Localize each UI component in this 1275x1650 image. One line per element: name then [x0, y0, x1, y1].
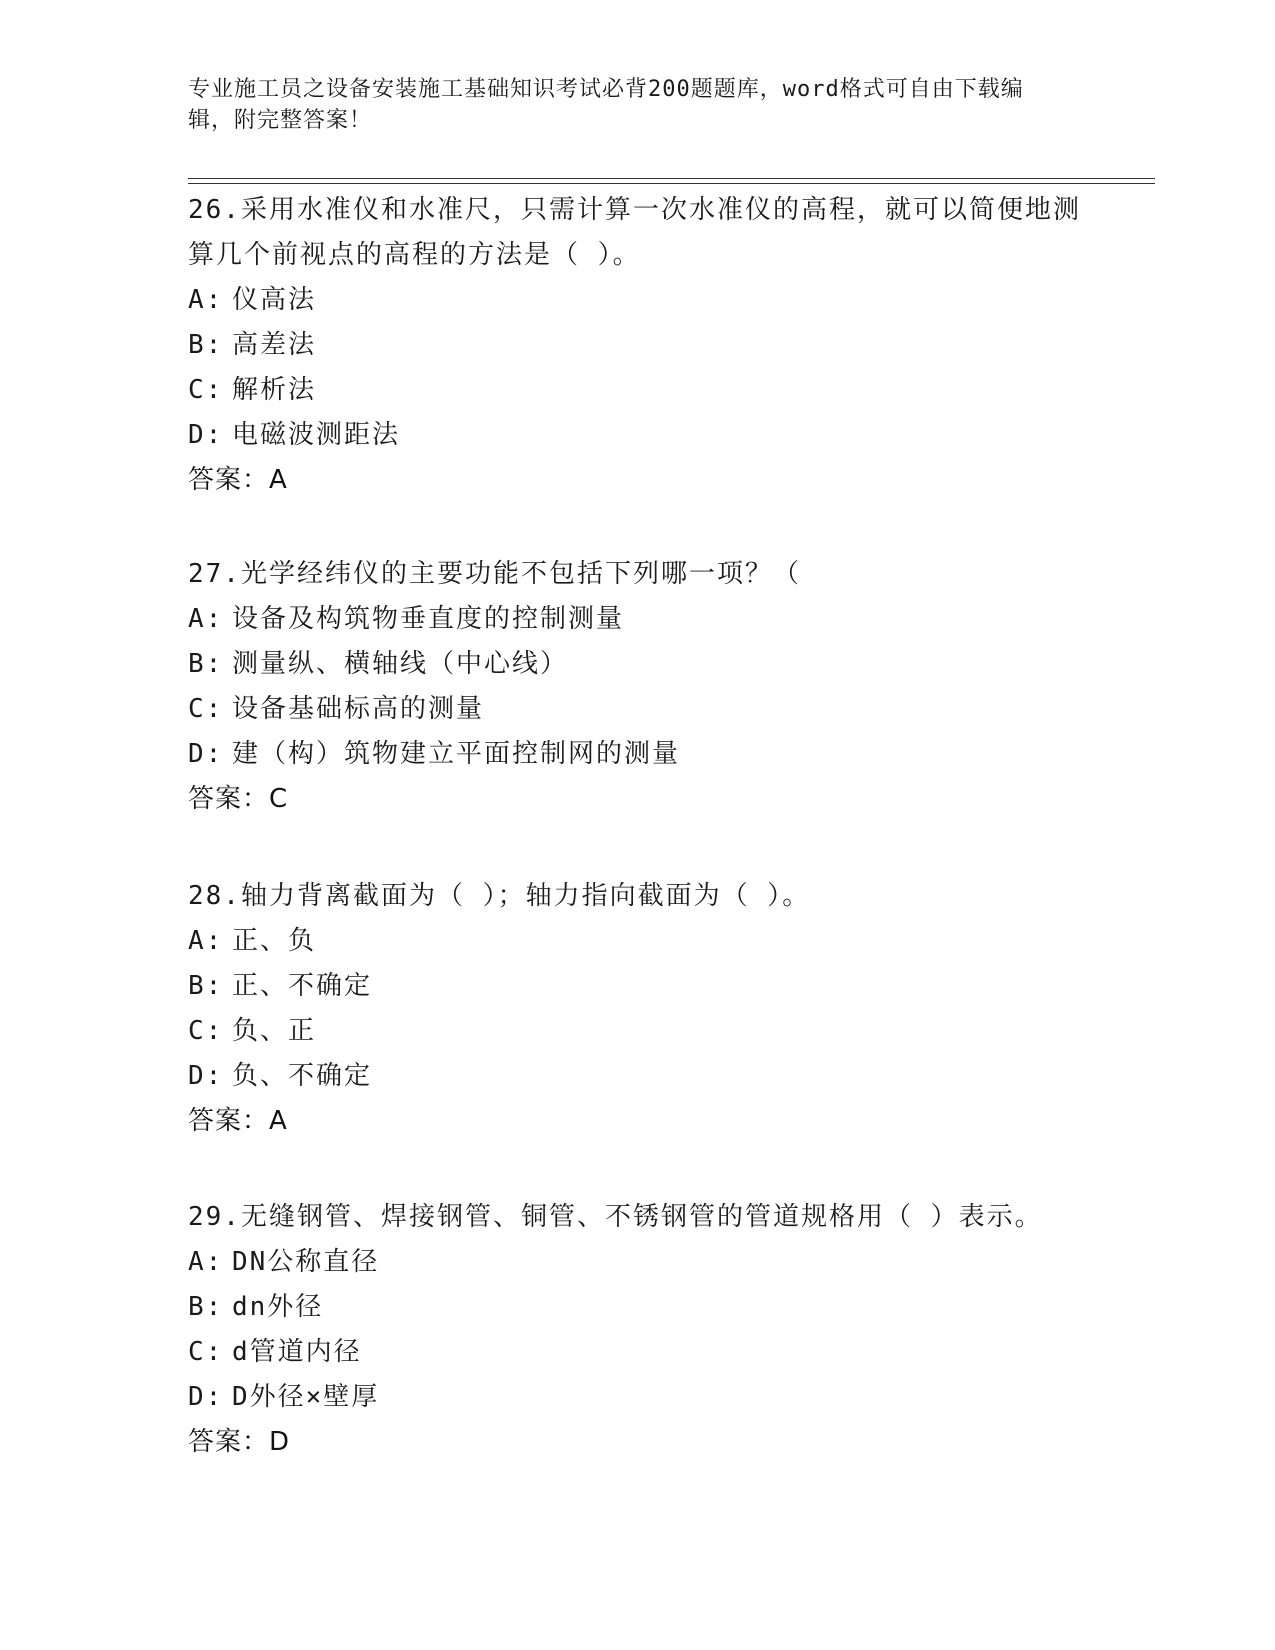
option-letter: B: [188, 649, 224, 679]
question-29 [188, 1195, 1088, 1465]
option-text: 正、不确定 [232, 971, 373, 1001]
option-letter: C: [188, 1016, 224, 1046]
option-d [188, 1375, 1088, 1420]
option-text: 负、不确定 [232, 1061, 373, 1091]
option-letter: B: [188, 1292, 224, 1322]
option-letter: D: [188, 1061, 224, 1091]
answer-line: 答案：A [188, 465, 288, 495]
option-b [188, 323, 1088, 368]
option-a [188, 1240, 1088, 1285]
option-text: 高差法 [232, 330, 317, 360]
option-text: dn外径 [232, 1292, 324, 1322]
option-letter: C: [188, 1337, 224, 1367]
option-letter: C: [188, 375, 224, 405]
option-b [188, 1285, 1088, 1330]
option-letter: D: [188, 1382, 224, 1412]
option-text: D外径×壁厚 [232, 1382, 380, 1412]
option-text: DN公称直径 [232, 1247, 380, 1277]
question-26 [188, 188, 1088, 503]
option-text: 设备及构筑物垂直度的控制测量 [232, 604, 625, 634]
option-letter: B: [188, 971, 224, 1001]
option-text: 设备基础标高的测量 [232, 694, 485, 724]
option-text: d管道内径 [232, 1337, 362, 1367]
question-stem: 29.无缝钢管、焊接钢管、铜管、不锈钢管的管道规格用（ ）表示。 [188, 1202, 1043, 1232]
option-c [188, 368, 1088, 413]
option-letter: A: [188, 604, 224, 634]
option-text: 测量纵、横轴线（中心线） [232, 649, 569, 679]
option-text: 正、负 [232, 926, 317, 956]
option-text: 负、正 [232, 1016, 317, 1046]
option-text: 解析法 [232, 375, 317, 405]
option-c [188, 1330, 1088, 1375]
option-letter: C: [188, 694, 224, 724]
option-letter: A: [188, 285, 224, 315]
option-letter: D: [188, 420, 224, 450]
option-b [188, 642, 1088, 687]
question-stem: 26.采用水准仪和水准尺，只需计算一次水准仪的高程，就可以简便地测算几个前视点的高程的方法是（ ）。 [188, 195, 1081, 270]
header-divider-bottom [188, 183, 1155, 184]
option-letter: B: [188, 330, 224, 360]
option-d [188, 413, 1088, 458]
header-divider-top [188, 178, 1155, 179]
option-a [188, 919, 1088, 964]
answer-line: 答案：C [188, 784, 289, 814]
option-c [188, 687, 1088, 732]
answer-line: 答案：A [188, 1106, 288, 1136]
question-stem: 28.轴力背离截面为（ ）；轴力指向截面为（ ）。 [188, 881, 811, 911]
option-a [188, 278, 1088, 323]
answer-line: 答案：D [188, 1427, 291, 1457]
option-d [188, 732, 1088, 777]
option-text: 仪高法 [232, 285, 317, 315]
option-letter: D: [188, 739, 224, 769]
option-letter: A: [188, 926, 224, 956]
question-28 [188, 874, 1088, 1144]
question-stem: 27.光学经纬仪的主要功能不包括下列哪一项？（ [188, 559, 801, 589]
question-27 [188, 552, 1088, 822]
option-b [188, 964, 1088, 1009]
option-d [188, 1054, 1088, 1099]
option-c [188, 1009, 1088, 1054]
option-text: 电磁波测距法 [232, 420, 401, 450]
option-letter: A: [188, 1247, 224, 1277]
option-a [188, 597, 1088, 642]
option-text: 建（构）筑物建立平面控制网的测量 [232, 739, 681, 769]
document-header: 专业施工员之设备安装施工基础知识考试必背200题题库，word格式可自由下载编辑，附完整答案！ [188, 77, 1024, 133]
